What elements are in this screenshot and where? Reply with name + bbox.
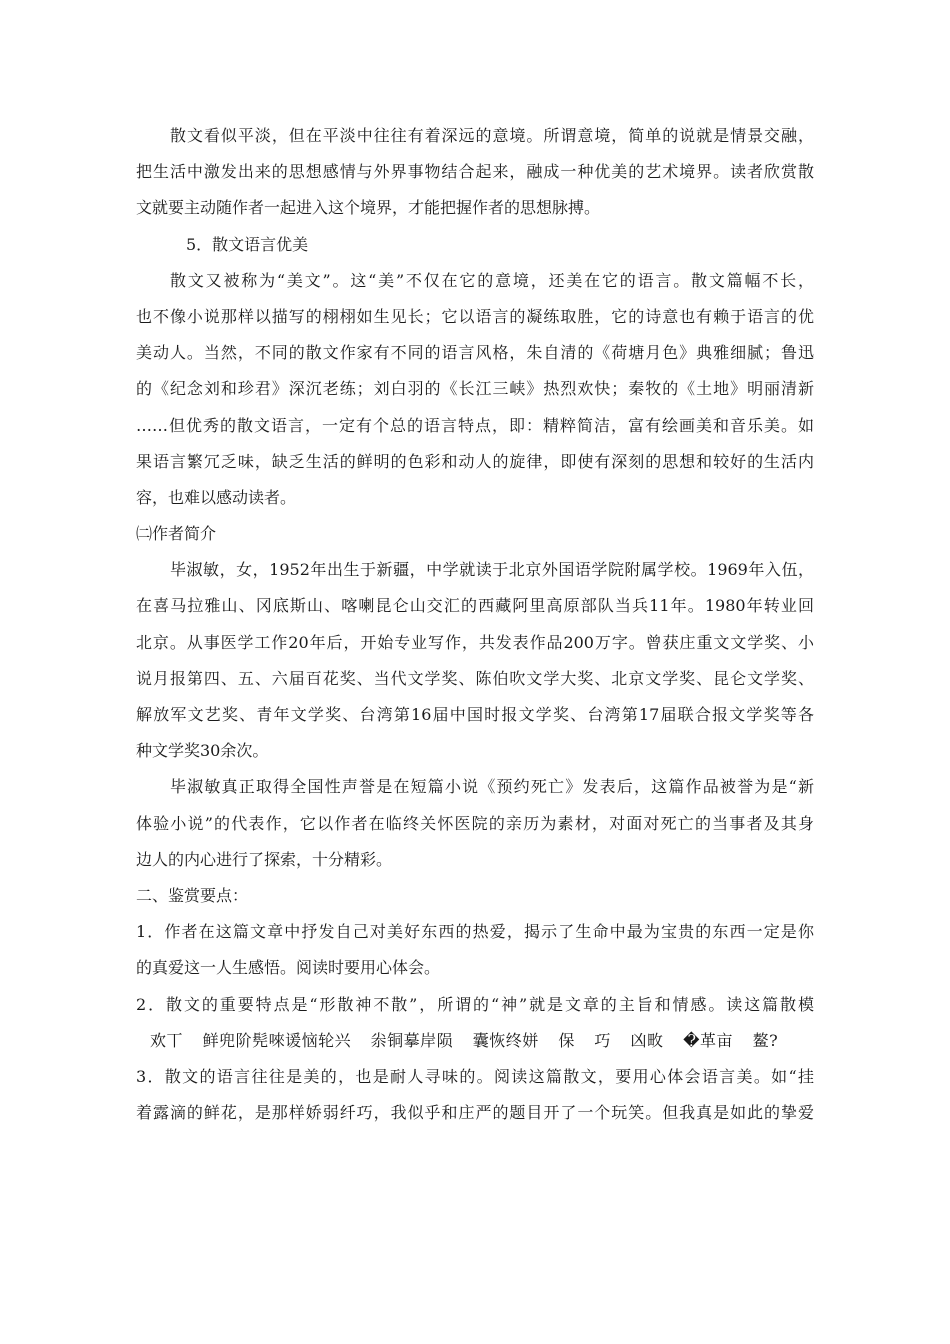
garbled-text-line: 欢丅 鲜兜阶髡唻谖恼轮兴 尜铜摹岸陨 囊恢终姘 保 巧 凶畋 �革亩 鳌? [150,1030,779,1050]
paragraph-line: 果语言繁冗乏味，缺乏生活的鲜明的色彩和动人的旋律，即使有深刻的思想和较好的生活内 [136,451,814,471]
list-item-line: 3．散文的语言往往是美的，也是耐人寻味的。阅读这篇散文，要用心体会语言美。如“挂 [136,1066,814,1086]
paragraph-line: 把生活中激发出来的思想感情与外界事物结合起来，融成一种优美的艺术境界。读者欣赏散 [136,162,814,182]
section-heading: ㈡作者简介 [136,524,217,544]
paragraph-line: ……但优秀的散文语言，一定有个总的语言特点，即：精粹简洁，富有绘画美和音乐美。如 [136,415,814,435]
list-item-line: 2．散文的重要特点是“形散神不散”，所谓的“神”就是文章的主旨和情感。读这篇散模 [136,994,814,1014]
paragraph-line: 边人的内心进行了探索，十分精彩。 [136,849,393,869]
paragraph-line: 毕淑敏，女，1952年出生于新疆，中学就读于北京外国语学院附属学校。1969年入伍， [170,560,814,580]
paragraph-line: 体验小说”的代表作，它以作者在临终关怀医院的亲历为素材，对面对死亡的当事者及其身 [136,813,814,833]
paragraph-line: 解放军文艺奖、青年文学奖、台湾第16届中国时报文学奖、台湾第17届联合报文学奖等各 [136,705,814,724]
paragraph-line: 种文学奖30余次。 [136,741,269,761]
paragraph-line: 说月报第四、五、六届百花奖、当代文学奖、陈伯吹文学大奖、北京文学奖、昆仑文学奖、 [136,668,814,688]
list-item-line: 着露滴的鲜花，是那样娇弱纤巧，我似乎和庄严的题目开了一个玩笑。但我真是如此的挚爱 [136,1103,814,1123]
paragraph-line: 的《纪念刘和珍君》深沉老练；刘白羽的《长江三峡》热烈欢快；秦牧的《土地》明丽清新 [136,379,814,399]
paragraph-line: 散文又被称为“美文”。这“美”不仅在它的意境，还美在它的语言。散文篇幅不长， [170,270,814,290]
paragraph-line: 北京。从事医学工作20年后，开始专业写作，共发表作品200万字。曾获庄重文文学奖、小 [136,632,814,652]
paragraph-line: 毕淑敏真正取得全国性声誉是在短篇小说《预约死亡》发表后，这篇作品被誉为是“新 [170,777,814,797]
paragraph-line: 在喜马拉雅山、冈底斯山、喀喇昆仑山交汇的西藏阿里高原部队当兵11年。1980年转业回 [136,596,814,616]
paragraph-line: 美动人。当然，不同的散文作家有不同的语言风格，朱自清的《荷塘月色》典雅细腻；鲁迅 [136,343,814,363]
list-item-line: 1．作者在这篇文章中抒发自己对美好东西的热爱，揭示了生命中最为宝贵的东西一定是你 [136,922,814,942]
paragraph-line: 也不像小说那样以描写的栩栩如生见长；它以语言的凝练取胜，它的诗意也有赖于语言的优 [136,306,814,326]
list-item-line: 的真爱这一人生感悟。阅读时要用心体会。 [136,958,441,978]
section-heading: 5．散文语言优美 [186,234,309,254]
paragraph-line: 容，也难以感动读者。 [136,487,297,507]
section-heading: 二、鉴赏要点： [136,885,249,905]
document-page [136,118,814,1131]
paragraph-line: 散文看似平淡，但在平淡中往往有着深远的意境。所谓意境，简单的说就是情景交融， [170,126,814,145]
paragraph-line: 文就要主动随作者一起进入这个境界，才能把握作者的思想脉搏。 [136,198,601,218]
